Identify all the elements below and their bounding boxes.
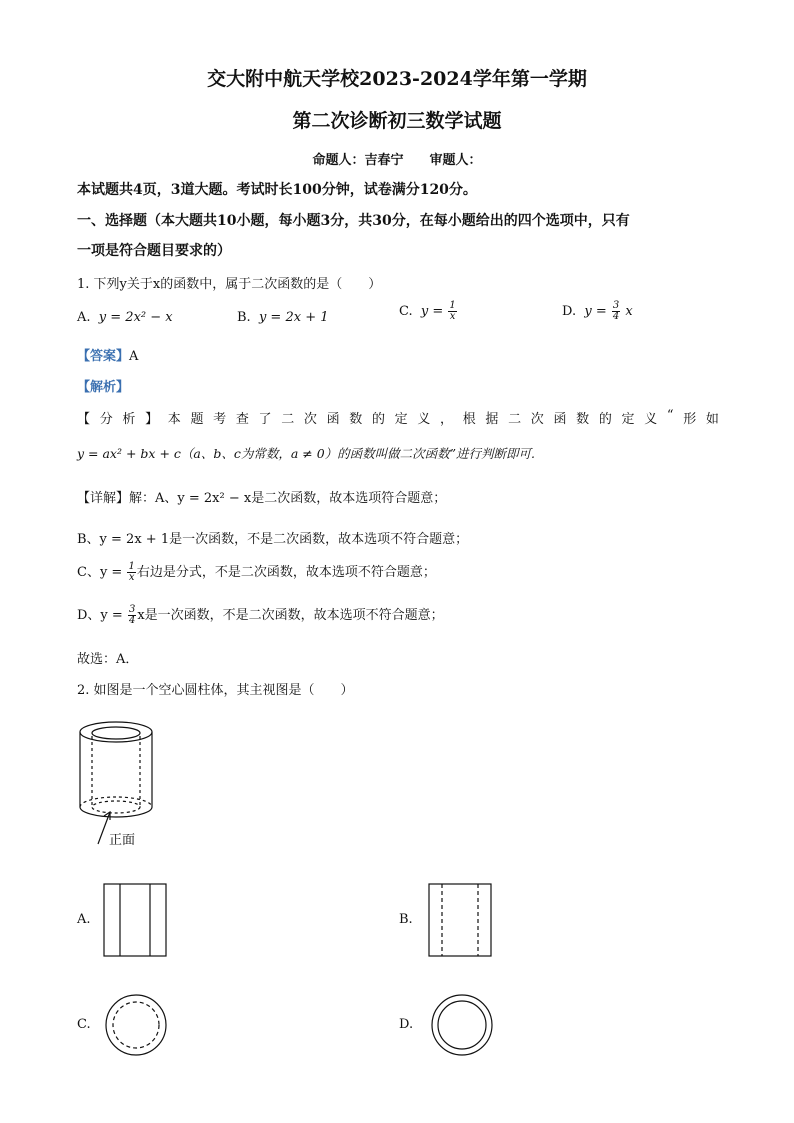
q2-stem: 2. 如图是一个空心圆柱体，其主视图是（ ） <box>77 683 354 698</box>
q1-analysis-line2: y = ax² + bx + c（a、b、c为常数，a ≠ 0）的函数叫做二次函数”进行判断即可. <box>77 446 536 461</box>
q1-option-b <box>237 310 329 325</box>
q1-choice: 故选：A． <box>77 652 139 667</box>
q2-option-b-figure <box>428 883 492 957</box>
option-text: y = 2x + 1 <box>258 310 329 325</box>
fraction: $\frac{3}{4}$ <box>612 300 620 322</box>
q2-option-d-label: D. <box>399 1017 414 1032</box>
q1-analysis-line1: 【 分 析 】 本 题 考 查 了 二 次 函 数 的 定 义 ， 根 据 二 次 函 数 的 定 义 “ 形 如 <box>77 408 719 427</box>
exam-title: 交大附中航天学校2023-2024学年第一学期 <box>207 68 587 90</box>
q1-detail-a: 【详解】解：A、y = 2x² − x是二次函数，故本选项符合题意； <box>77 491 447 506</box>
option-label: B. <box>237 310 251 325</box>
fraction: $\frac{1}{x}$ <box>128 561 135 583</box>
q2-option-a-figure <box>103 883 167 957</box>
q1-detail-d: D、y = $\frac{3}{4}$ x是一次函数，不是二次函数，故本选项不符合题意； <box>77 604 444 626</box>
exam-subtitle: 第二次诊断初三数学试题 <box>292 110 502 132</box>
q2-option-a-label: A. <box>77 912 91 927</box>
option-label: A. <box>77 310 91 325</box>
q2-option-d-figure <box>430 993 494 1057</box>
exam-intro: 本试题共4页，3道大题。考试时长100分钟，试卷满分120分。 <box>77 182 477 198</box>
option-label: D. <box>562 304 577 319</box>
q1-analysis-tag: 【解析】 <box>77 380 130 395</box>
q1-detail-c: C、y = $\frac{1}{x}$ 右边是分式，不是二次函数，故本选项不符合题意； <box>77 561 436 583</box>
q1-option-a <box>77 310 173 325</box>
q1-detail-b: B、y = 2x + 1是一次函数，不是二次函数，故本选项不符合题意； <box>77 532 469 547</box>
section-heading-line2: 一项是符合题目要求的） <box>77 243 231 259</box>
option-text: y = <box>584 304 607 319</box>
q2-option-b-label: B. <box>399 912 413 927</box>
fraction: $\frac{3}{4}$ <box>128 604 136 626</box>
answer-tag: 【答案】 <box>77 349 130 364</box>
option-text: y = <box>420 304 444 319</box>
q1-stem: 1. 下列y关于x的函数中，属于二次函数的是（ ） <box>77 277 382 292</box>
q2-option-c-figure <box>104 993 168 1057</box>
option-label: C. <box>399 304 413 319</box>
q1-option-d: D. y = $\frac{3}{4}$ x <box>562 300 633 322</box>
front-label: 正面 <box>109 833 136 848</box>
q1-answer: 【答案】A <box>77 349 139 364</box>
authors-line: 命题人：吉春宁 审题人： <box>312 153 482 168</box>
q1-option-c <box>399 301 458 322</box>
fraction: $\frac{1}{x}$ <box>449 300 456 322</box>
section-heading-line1: 一、选择题（本大题共10小题，每小题3分，共30分，在每小题给出的四个选项中，只有 <box>77 213 630 229</box>
q2-option-c-label: C. <box>77 1017 91 1032</box>
option-text: y = 2x² − x <box>98 310 173 325</box>
